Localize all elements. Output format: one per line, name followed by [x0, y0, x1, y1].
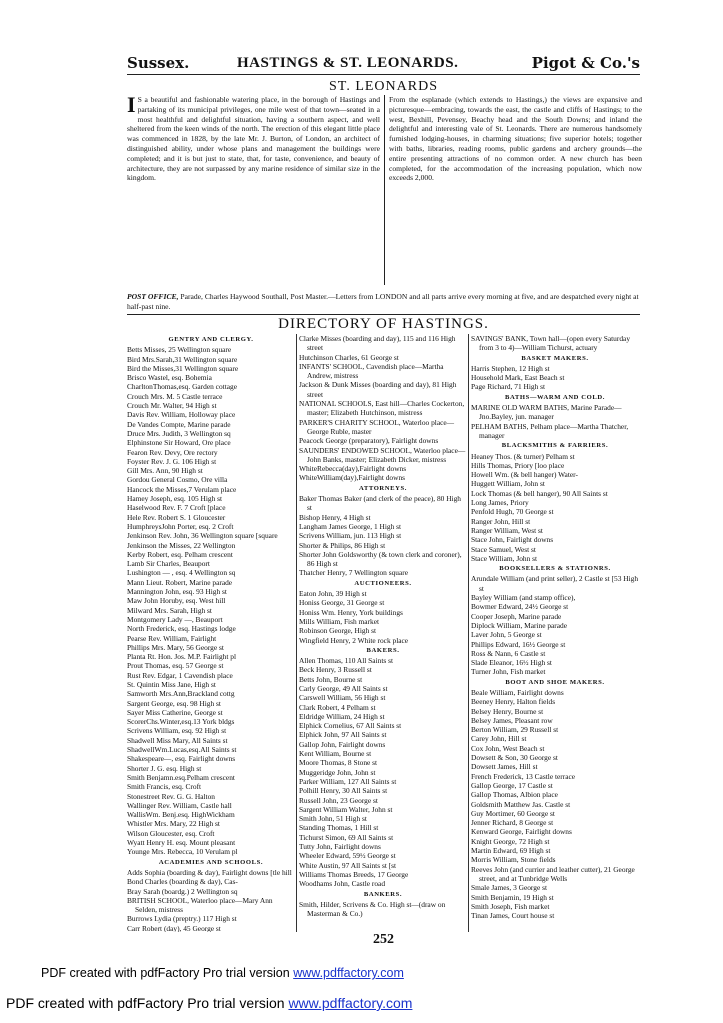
- st-leonards-intro: [127, 92, 642, 285]
- directory-entry: SAUNDERS' ENDOWED SCHOOL, Waterloo place—John Banks, master; Elizabeth Dicker, mistress: [299, 445, 466, 464]
- section-heading: BATHS—WARM AND COLD.: [505, 393, 605, 401]
- page-number: 252: [373, 932, 394, 947]
- directory-entry: Beeney Henry, Halton fields: [471, 697, 556, 707]
- directory-entry: Smale James, 3 George st: [471, 883, 548, 893]
- intro-right-text: From the esplanade (which extends to Hastings,) the views are expansive and picturesque—embracing, towards the east, the castle and cliffs of Hastings; to the west, Bexhill, Pevensey, Beachy head and the South Downs; and inland the delightful and interesting vale of St. Leonards. There are numerous handsomely furnished lodging-houses, in charming situations; five superior hotels; together with baths, libraries, reading rooms, public gardens and archery grounds—the entire presenting attractions of no common order. A new church has been completed, for the accommodation of the increasing population, which now exceeds 2,000.: [389, 95, 642, 183]
- directory-entry: MARINE OLD WARM BATHS, Marine Parade—Jno.Bayley, jun. manager: [471, 403, 622, 422]
- directory-entry: Shorter & Philips, 86 High st: [299, 540, 386, 550]
- directory-entry: Standing Thomas, 1 Hill st: [299, 823, 379, 833]
- directory-entry: Heaney Thos. (& turner) Pelham st: [471, 451, 575, 461]
- directory-entry: WhiteWilliam(day),Fairlight downs: [299, 473, 406, 483]
- directory-entry: Household Mark, East Beach st: [471, 373, 565, 383]
- directory-entry: Page Richard, 71 High st: [471, 382, 546, 392]
- directory-entry: Diplock William, Marine parade: [471, 620, 568, 630]
- directory-entry: Smith Benjamn.esq.Pelham crescent: [127, 772, 235, 782]
- pdf-footer-small: [41, 966, 404, 980]
- directory-entry: Kent William, Bourne st: [299, 749, 372, 759]
- directory-entry: Hancock the Misses,7 Verulam place: [127, 484, 237, 494]
- directory-entry: PARKER'S CHARITY SCHOOL, Waterloo place—George Ruble, master: [299, 417, 455, 436]
- directory-entry: Dowsett James, Hill st: [471, 762, 538, 772]
- directory-entry: Shadwell Miss Mary, All Saints st: [127, 735, 228, 745]
- directory-entry: Milward Mrs. Sarah, High st: [127, 605, 212, 615]
- directory-entry: HumphreysJohn Porter, esq. 2 Croft: [127, 521, 234, 531]
- directory-entry: Samworth Mrs.Ann,Brackland cottg: [127, 689, 235, 699]
- directory-entry: Hills Thomas, Priory [loo place: [471, 460, 565, 470]
- directory-entry: Elphick John, 97 All Saints st: [299, 730, 387, 740]
- directory-entry: Hele Rev. Robert S. 1 Gloucester: [127, 512, 226, 522]
- directory-entry: Smith John, 51 High st: [299, 814, 367, 824]
- directory-entry: Eldridge William, 24 High st: [299, 711, 385, 721]
- directory-entry: INFANTS' SCHOOL, Cavendish place—Martha Andrew, mistress: [299, 361, 444, 381]
- post-office-notice: [127, 292, 640, 312]
- directory-entry: Jenner Richard, 8 George st: [471, 818, 554, 828]
- directory-entry: Lock Thomas (& bell hanger), 90 All Saints st: [471, 488, 608, 498]
- footer-text: PDF created with pdfFactory Pro trial version: [41, 966, 294, 980]
- directory-entry: Hutchinson Charles, 61 George st: [299, 352, 399, 362]
- directory-entry: Guy Mortimer, 60 George st: [471, 808, 555, 818]
- directory-entry: Long James, Priory: [471, 498, 529, 508]
- directory-entry: BRITISH SCHOOL, Waterloo place—Mary Ann Selden, mistress: [127, 895, 273, 915]
- directory-entry: Davis Rev. William, Holloway place: [127, 410, 236, 420]
- directory-entry: Wilson Gloucester, esq. Croft: [127, 828, 215, 838]
- directory-entry: Scrivens William, jun. 113 High st: [299, 531, 402, 541]
- directory-entry: WallisWm. Benj.esq. HighWickham: [127, 810, 235, 820]
- section-heading: BLACKSMITHS & FARRIERS.: [501, 442, 609, 450]
- header-title: HASTINGS & ST. LEONARDS.: [237, 55, 459, 71]
- directory-entry: Harris Stephen, 12 High st: [471, 363, 550, 373]
- directory-entry: Carey John, Hill st: [471, 734, 527, 744]
- directory-entry: Elphick Cornelius, 67 All Saints st: [299, 721, 402, 731]
- post-office-label: POST OFFICE,: [127, 292, 179, 301]
- column-divider: [384, 95, 385, 285]
- directory-entry: Morris William, Stone fields: [471, 855, 556, 865]
- directory-entry: Brisco Wastel, esq. Bohemia: [127, 373, 212, 383]
- directory-entry: Phillips Mrs. Mary, 56 George st: [127, 642, 224, 652]
- directory-entry: Wyatt Henry H. esq. Mount pleasant: [127, 838, 236, 848]
- directory-entry: Crouch Mr. Walter, 94 High st: [127, 401, 217, 411]
- directory-entry: Scrivens William, esq. 92 High st: [127, 726, 227, 736]
- directory-entry: Sargent George, esq. 98 High st: [127, 698, 221, 708]
- directory-entry: Clark Robert, 4 Pelham st: [299, 702, 376, 712]
- footer-link[interactable]: www.pdffactory.com: [288, 995, 413, 1011]
- directory-entry: Belsey James, Pleasant row: [471, 715, 553, 725]
- directory-entry: Wallinger Rev. William, Castle hall: [127, 800, 232, 810]
- directory-entry: Bishop Henry, 4 High st: [299, 512, 371, 522]
- directory-entry: Stace Samuel, West st: [471, 544, 536, 554]
- directory-columns: [127, 334, 640, 932]
- directory-entry: Langham James George, 1 High st: [299, 521, 402, 531]
- column-divider: [468, 334, 469, 932]
- directory-entry: Knight George, 72 High st: [471, 836, 550, 846]
- directory-entry: PELHAM BATHS, Pelham place—Martha Thatcher, manager: [471, 421, 629, 440]
- directory-entry: Shorter John Goldsworthy (& town clerk and coroner), 86 High st: [299, 549, 462, 569]
- directory-entry: Gallop John, Fairlight downs: [299, 739, 386, 749]
- directory-entry: Wheeler Edward, 59½ George st: [299, 851, 396, 861]
- section-heading: BASKET MAKERS.: [521, 354, 589, 362]
- directory-entry: Smith Francis, esq. Croft: [127, 782, 202, 792]
- directory-entry: Eaton John, 39 High st: [299, 589, 367, 599]
- directory-title: DIRECTORY OF HASTINGS.: [278, 316, 489, 332]
- directory-entry: Crouch Mrs. M. 5 Castle terrace: [127, 391, 223, 401]
- directory-entry: Ranger William, West st: [471, 525, 543, 535]
- directory-entry: French Frederick, 13 Castle terrace: [471, 771, 576, 781]
- directory-entry: Woodhams John, Castle road: [299, 879, 386, 889]
- st-leonards-title: ST. LEONARDS: [329, 79, 438, 94]
- directory-entry: Carr Robert (day), 45 George st: [127, 923, 221, 932]
- directory-entry: Wingfield Henry, 2 White rock place: [299, 635, 409, 645]
- directory-entry: Sayer Miss Catherine, George st: [127, 707, 223, 717]
- section-heading: BANKERS.: [363, 890, 403, 898]
- directory-entry: Phillips Edward, 16½ George st: [471, 639, 566, 649]
- directory-entry: Gordou General Cosmo, Ore villa: [127, 475, 228, 485]
- directory-entry: Goldsmith Matthew Jas. Castle st: [471, 799, 571, 809]
- directory-entry: Foyster Rev. J. G. 106 High st: [127, 456, 217, 466]
- directory-column-3: [471, 334, 639, 932]
- directory-entry: Robinson George, High st: [299, 626, 377, 636]
- directory-entry: Baker Thomas Baker (and clerk of the peace), 80 High st: [299, 494, 461, 513]
- directory-entry: Whistler Mrs. Mary, 22 High st: [127, 819, 220, 829]
- directory-entry: Planta Rt. Hon. Jos. M.P. Fairlight pl: [127, 652, 237, 662]
- directory-entry: Kenward George, Fairlight downs: [471, 827, 572, 837]
- directory-entry: Younge Mrs. Rebecca, 10 Verulam pl: [127, 847, 238, 857]
- intro-left-column: [127, 92, 380, 183]
- directory-entry: Beck Henry, 3 Russell st: [299, 665, 372, 675]
- directory-entry: Adds Sophia (boarding & day), Fairlight downs [tle hill: [127, 867, 292, 877]
- directory-entry: ShadwellWm.Lucas,esq.All Saints st: [127, 745, 237, 755]
- directory-entry: Gallop Thomas, Albion place: [471, 790, 558, 800]
- directory-entry: Elphinstone Sir Howard, Ore place: [127, 438, 231, 448]
- directory-entry: Jackson & Dunk Misses (boarding and day), 81 High street: [299, 380, 457, 399]
- directory-entry: Bayley William (and stamp office),: [471, 593, 576, 603]
- directory-entry: Jenkinson the Misses, 22 Wellington: [127, 540, 236, 550]
- directory-entry: ScorerChs.Winter,esq.13 York bldgs: [127, 717, 235, 727]
- directory-entry: Burrows Lydia (preptry.) 117 High st: [127, 914, 237, 924]
- directory-entry: Haselwood Rev. F. 7 Croft [place: [127, 503, 226, 513]
- directory-entry: Smith Benjamin, 19 High st: [471, 892, 554, 902]
- section-heading: BOOKSELLERS & STATIONRS.: [499, 565, 611, 573]
- directory-entry: Fearon Rev. Devy, Ore rectory: [127, 447, 218, 457]
- directory-entry: Ross & Nann, 6 Castle st: [471, 648, 546, 658]
- directory-entry: Penfold Hugh, 70 George st: [471, 507, 554, 517]
- directory-entry: Montgomery Lady —, Beauport: [127, 614, 223, 624]
- directory-entry: Kerby Robert, esq. Pelham crescent: [127, 549, 233, 559]
- directory-entry: Carswell William, 56 High st: [299, 693, 386, 703]
- directory-entry: North Frederick, esq. Hastings lodge: [127, 624, 236, 634]
- directory-entry: Smith Joseph, Fish market: [471, 901, 550, 911]
- directory-entry: Williams Thomas Breeds, 17 George: [299, 869, 409, 879]
- directory-entry: Carly George, 49 All Saints st: [299, 683, 388, 693]
- column-divider: [296, 334, 297, 932]
- directory-entry: NATIONAL SCHOOLS, East hill—Charles Cockerton, master; Elizabeth Hutchinson, mistress: [299, 399, 465, 418]
- directory-entry: Ranger John, Hill st: [471, 516, 531, 526]
- directory-entry: Allen Thomas, 110 All Saints st: [299, 656, 394, 666]
- directory-entry: Gill Mrs. Ann, 90 High st: [127, 466, 203, 476]
- directory-entry: Jenkinson Rev. John, 36 Wellington square [square: [127, 531, 278, 541]
- directory-entry: White Austin, 97 All Saints st [st: [299, 860, 397, 870]
- directory-entry: Honiss George, 31 George st: [299, 598, 385, 608]
- directory-entry: Martin Edward, 69 High st: [471, 846, 551, 856]
- footer-text: PDF created with pdfFactory Pro trial version: [6, 995, 289, 1011]
- directory-entry: Stace John, Fairlight downs: [471, 535, 554, 545]
- directory-entry: Howell Wm. (& bell hanger) Water-: [471, 470, 578, 480]
- directory-entry: Slade Eleanor, 16½ High st: [471, 658, 552, 668]
- directory-entry: St. Quintin Miss Jane, High st: [127, 679, 216, 689]
- directory-entry: Dowsett & Son, 30 George st: [471, 753, 558, 763]
- directory-entry: Parker William, 127 All Saints st: [299, 776, 397, 786]
- directory-entry: Bowmer Edward, 24½ George st: [471, 602, 569, 612]
- directory-entry: De Vandes Compte, Marine parade: [127, 419, 231, 429]
- directory-entry: Sargent William Walter, John st: [299, 804, 393, 814]
- directory-entry: Tinan James, Court house st: [471, 911, 555, 921]
- running-header: [127, 52, 640, 75]
- header-publisher: Pigot & Co.'s: [531, 54, 640, 72]
- directory-entry: Russell John, 23 George st: [299, 795, 378, 805]
- directory-entry: Beale William, Fairlight downs: [471, 687, 564, 697]
- section-heading: BAKERS.: [366, 646, 400, 654]
- directory-entry: Huggett William, John st: [471, 479, 545, 489]
- directory-entry: Laver John, 5 George st: [471, 630, 542, 640]
- directory-entry: Pearse Rev. William, Fairlight: [127, 633, 217, 643]
- directory-entry: Shakespeare—, esq. Fairlight downs: [127, 754, 236, 764]
- directory-entry: Gallop George, 17 Castle st: [471, 780, 553, 790]
- directory-entry: CharltonThomas,esq. Garden cottage: [127, 382, 238, 392]
- directory-entry: Tichurst Simon, 69 All Saints st: [299, 832, 394, 842]
- directory-entry: Reeves John (and currier and leather cutter), 21 George street, and at Tunbridge Wells: [471, 864, 635, 883]
- section-heading: GENTRY AND CLERGY.: [168, 336, 254, 343]
- directory-entry: Bray Sarah (boardg.) 2 Wellington sq: [127, 886, 238, 896]
- directory-entry: Stace William, John st: [471, 553, 538, 563]
- section-rule: [127, 314, 640, 315]
- directory-entry: Bird Mrs.Sarah,31 Wellington square: [127, 354, 238, 364]
- directory-entry: Mann Lieut. Robert, Marine parade: [127, 577, 233, 587]
- directory-entry: Clarke Misses (boarding and day), 115 and 116 High street: [299, 334, 456, 353]
- directory-entry: Polhill Henry, 30 All Saints st: [299, 786, 388, 796]
- directory-entry: Stonestreet Rev. G. G. Halton: [127, 791, 215, 801]
- directory-entry: Druce Mrs. Judith, 3 Wellington sq: [127, 428, 231, 438]
- section-heading: ATTORNEYS.: [358, 484, 408, 492]
- section-heading: ACADEMIES AND SCHOOLS.: [158, 858, 264, 866]
- directory-entry: Smith, Hilder, Scrivens & Co. High st—(draw on Masterman & Co.): [299, 899, 446, 919]
- directory-entry: Lamb Sir Charles, Beauport: [127, 559, 210, 569]
- directory-column-1: [127, 334, 295, 932]
- directory-entry: Mannington John, esq. 93 High st: [127, 587, 227, 597]
- directory-entry: Shorter J. G. esq. High st: [127, 763, 202, 773]
- directory-entry: Betts John, Bourne st: [299, 674, 363, 684]
- directory-entry: Muggeridge John, John st: [299, 767, 376, 777]
- directory-entry: Betts Misses, 25 Wellington square: [127, 345, 232, 355]
- directory-entry: Moore Thomas, 8 Stone st: [299, 758, 378, 768]
- intro-left-text: S a beautiful and fashionable watering place, in the borough of Hastings and partaking of its municipal privileges, one mile west of that town—seated in a most healthful and delightful situation, having a southern aspect, and well sheltered from the keen winds of the north. The erection of this elegant little place was commenced in 1828, by the late Mr. J. Burton, of London, an architect of distinguished ability, under whose plans and management the buildings were completed; and it is but just to state, that, for taste, convenience, and beauty of architecture, they are not surpassed by any marine residence of similar size in the kingdom.: [127, 95, 380, 183]
- footer-link[interactable]: www.pdffactory.com: [293, 966, 404, 980]
- document-page: [127, 52, 640, 952]
- directory-entry: Cooper Joseph, Marine parade: [471, 611, 562, 621]
- directory-entry: Berton William, 29 Russell st: [471, 725, 559, 735]
- directory-entry: Arundale William (and print seller), 2 Castle st [53 High st: [471, 574, 639, 593]
- section-heading: AUCTIONEERS.: [354, 579, 412, 587]
- directory-entry: Belsey Henry, Bourne st: [471, 706, 544, 716]
- section-heading: BOOT AND SHOE MAKERS.: [505, 678, 605, 686]
- directory-entry: Peacock George (preparatory), Fairlight downs: [299, 436, 439, 446]
- directory-entry: Rust Rev. Edgar, 1 Cavendish place: [127, 670, 233, 680]
- directory-entry: Mills William, Fish market: [299, 616, 380, 626]
- directory-entry: Thatcher Henry, 7 Wellington square: [299, 568, 408, 578]
- directory-entry: Bond Charles (boarding & day), Cas-: [127, 877, 238, 887]
- directory-entry: WhiteRebecca(day),Fairlight downs: [299, 464, 407, 474]
- directory-entry: Prout Thomas, esq. 57 George st: [127, 661, 224, 671]
- directory-column-2: [299, 334, 467, 932]
- directory-entry: SAVINGS' BANK, Town hall—(open every Saturday from 3 to 4)—William Tichurst, actuary: [471, 334, 631, 353]
- directory-entry: Maw John Horuby, esq. West hill: [127, 596, 226, 606]
- directory-entry: Bird the Misses,31 Wellington square: [127, 363, 239, 373]
- drop-cap: I: [127, 92, 136, 117]
- pdf-footer-large: [6, 995, 412, 1011]
- header-county: Sussex.: [127, 54, 190, 72]
- directory-entry: Lushington — , esq. 4 Wellington sq: [127, 568, 236, 578]
- directory-entry: Turner John, Fish market: [471, 667, 546, 677]
- directory-entry: Hamey Joseph, esq. 105 High st: [127, 494, 223, 504]
- directory-entry: Honiss Wm. Henry, York buildings: [299, 607, 403, 617]
- post-office-text: Parade, Charles Haywood Southall, Post Master.—Letters from LONDON and all parts arrive every morning at five, and are despatched every night at half-past nine.: [127, 292, 639, 311]
- directory-entry: Cox John, West Beach st: [471, 743, 545, 753]
- directory-entry: Tutty John, Fairlight downs: [299, 842, 381, 852]
